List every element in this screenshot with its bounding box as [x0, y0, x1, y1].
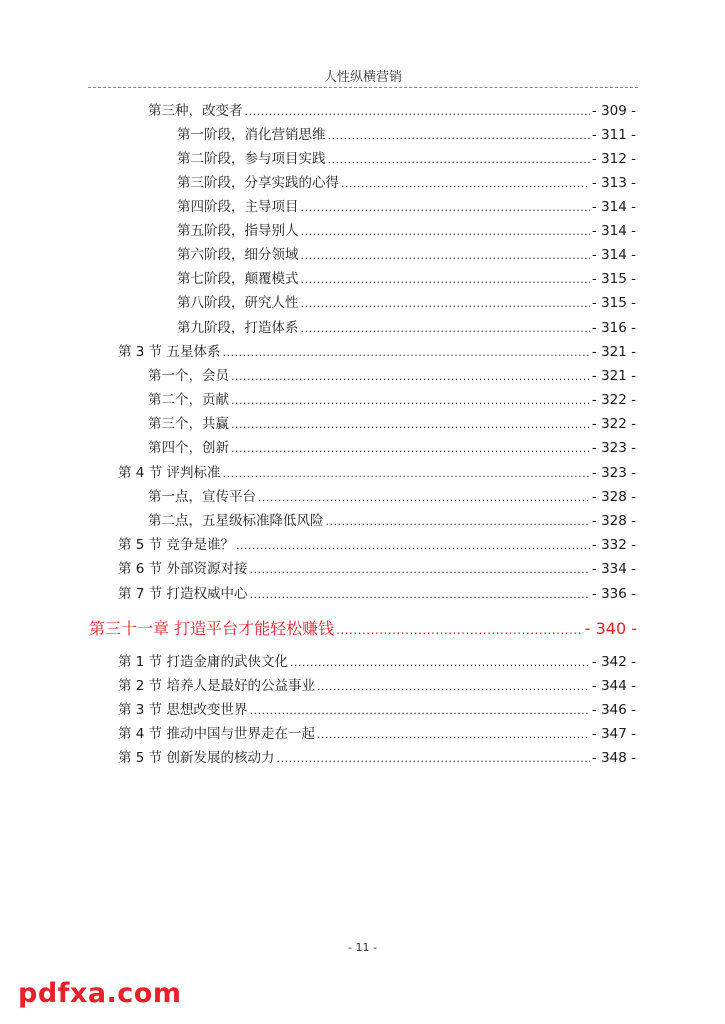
toc-chapter-entry[interactable] — [89, 618, 637, 640]
toc-entry-page: - 309 - — [591, 103, 636, 119]
toc-entry[interactable] — [118, 558, 636, 580]
toc-entry[interactable] — [118, 723, 636, 745]
toc-entry[interactable] — [148, 486, 636, 508]
toc-entry-label: 第五阶段，指导别人 — [177, 223, 299, 239]
toc-entry-page: - 323 - — [591, 440, 636, 456]
toc-entry-label: 第 3 节 五星体系 — [118, 344, 221, 360]
toc-entry-page: - 311 - — [591, 127, 636, 143]
toc-entry[interactable] — [148, 365, 636, 387]
toc-entry-label: 第四个，创新 — [148, 440, 229, 456]
toc-entry-label: 第 5 节 创新发展的核动力 — [118, 750, 275, 766]
toc-leader — [317, 724, 590, 746]
toc-entry-label: 第 7 节 打造权威中心 — [118, 586, 248, 602]
toc-entry-page: - 312 - — [591, 151, 636, 167]
toc-entry-label: 第七阶段，颠覆模式 — [177, 271, 299, 287]
toc-leader — [341, 173, 590, 195]
toc-leader — [222, 463, 589, 485]
toc-entry-page: - 342 - — [591, 654, 636, 670]
toc-entry-page: - 336 - — [591, 586, 636, 602]
toc-entry[interactable] — [118, 651, 636, 673]
toc-entry-page: - 322 - — [591, 416, 636, 432]
toc-entry-label: 第三种，改变者 — [148, 103, 243, 119]
page-number: - 11 - — [348, 941, 377, 954]
toc-entry[interactable] — [177, 148, 636, 170]
toc-leader — [231, 438, 590, 460]
toc-entry[interactable] — [118, 699, 636, 721]
toc-entry-page: - 348 - — [591, 750, 636, 766]
toc-leader — [290, 652, 590, 674]
toc-leader — [236, 535, 590, 557]
toc-leader — [231, 390, 590, 412]
toc-entry[interactable] — [118, 341, 636, 363]
toc-entry[interactable] — [148, 413, 636, 435]
watermark-logo: pdfxa.com — [18, 978, 182, 1009]
toc-entry-label: 第 5 节 竞争是谁？ — [118, 537, 234, 553]
toc-leader — [231, 414, 590, 436]
toc-leader — [326, 511, 590, 533]
toc-entry[interactable] — [177, 124, 636, 146]
toc-entry-label: 第四阶段，主导项目 — [177, 199, 299, 215]
toc-entry-page: - 313 - — [591, 175, 636, 191]
toc-leader — [276, 748, 589, 770]
toc-leader — [301, 318, 590, 340]
toc-entry[interactable] — [118, 747, 636, 769]
toc-entry-page: - 344 - — [591, 678, 636, 694]
toc-entry[interactable] — [118, 675, 636, 697]
toc-entry-page: - 328 - — [591, 489, 636, 505]
toc-entry-page: - 321 - — [591, 368, 636, 384]
toc-entry[interactable] — [148, 389, 636, 411]
toc-entry-page: - 314 - — [591, 199, 636, 215]
toc-leader — [301, 197, 590, 219]
toc-leader — [249, 584, 589, 606]
running-header: 人性纵横营销 — [323, 70, 402, 85]
toc-entry-page: - 315 - — [591, 295, 636, 311]
toc-entry-page: - 346 - — [591, 702, 636, 718]
toc-entry-page: - 321 - — [591, 344, 636, 360]
toc-entry-label: 第一个，会员 — [148, 368, 229, 384]
toc-entry-page: - 332 - — [591, 537, 636, 553]
toc-entry-label: 第九阶段，打造体系 — [177, 320, 299, 336]
toc-entry[interactable] — [177, 196, 636, 218]
toc-entry[interactable] — [177, 244, 636, 266]
toc-leader — [301, 221, 590, 243]
toc-entry[interactable] — [177, 268, 636, 290]
toc-leader — [336, 619, 583, 641]
toc-entry[interactable] — [177, 292, 636, 314]
toc-entry-label: 第 4 节 评判标准 — [118, 465, 221, 481]
toc-leader — [328, 125, 590, 147]
toc-entry[interactable] — [118, 534, 636, 556]
toc-leader — [258, 487, 590, 509]
toc-entry-page: - 316 - — [591, 320, 636, 336]
toc-entry-label: 第二阶段，参与项目实践 — [177, 151, 326, 167]
toc-chapter-label: 第三十一章 打造平台才能轻松赚钱 — [89, 619, 335, 638]
toc-leader — [222, 342, 589, 364]
toc-leader — [249, 559, 589, 581]
toc-entry-label: 第 2 节 培养人是最好的公益事业 — [118, 678, 315, 694]
toc-entry-page: - 322 - — [591, 392, 636, 408]
toc-entry-page: - 347 - — [591, 726, 636, 742]
toc-entry[interactable] — [177, 317, 636, 339]
toc-leader — [301, 269, 590, 291]
toc-leader — [301, 245, 590, 267]
toc-entry[interactable] — [118, 462, 636, 484]
toc-entry-label: 第一点，宣传平台 — [148, 489, 256, 505]
toc-entry-page: - 323 - — [591, 465, 636, 481]
toc-entry-page: - 328 - — [591, 513, 636, 529]
toc-entry-label: 第一阶段，消化营销思维 — [177, 127, 326, 143]
toc-entry[interactable] — [148, 437, 636, 459]
toc-entry-label: 第 1 节 打造金庸的武侠文化 — [118, 654, 288, 670]
toc-entry-label: 第 6 节 外部资源对接 — [118, 561, 248, 577]
toc-entry[interactable] — [177, 172, 636, 194]
toc-entry[interactable] — [148, 510, 636, 532]
toc-entry-label: 第八阶段，研究人性 — [177, 295, 299, 311]
toc-leader — [328, 149, 590, 171]
toc-chapter-page: - 340 - — [584, 619, 637, 638]
toc-leader — [301, 293, 590, 315]
toc-entry-page: - 314 - — [591, 223, 636, 239]
toc-entry-label: 第三个，共赢 — [148, 416, 229, 432]
toc-leader — [249, 700, 589, 722]
toc-entry-label: 第 3 节 思想改变世界 — [118, 702, 248, 718]
toc-entry-label: 第二点，五星级标准降低风险 — [148, 513, 324, 529]
header-rule — [88, 87, 638, 88]
toc-entry[interactable] — [118, 583, 636, 605]
toc-entry-label: 第二个，贡献 — [148, 392, 229, 408]
toc-entry-page: - 315 - — [591, 271, 636, 287]
toc-entry-label: 第六阶段，细分领域 — [177, 247, 299, 263]
toc-entry[interactable] — [148, 100, 636, 122]
toc-leader — [231, 366, 590, 388]
toc-entry-label: 第三阶段，分享实践的心得 — [177, 175, 339, 191]
toc-entry[interactable] — [177, 220, 636, 242]
toc-leader — [317, 676, 590, 698]
toc-entry-page: - 314 - — [591, 247, 636, 263]
toc-entry-page: - 334 - — [591, 561, 636, 577]
toc-leader — [245, 101, 590, 123]
toc-entry-label: 第 4 节 推动中国与世界走在一起 — [118, 726, 315, 742]
